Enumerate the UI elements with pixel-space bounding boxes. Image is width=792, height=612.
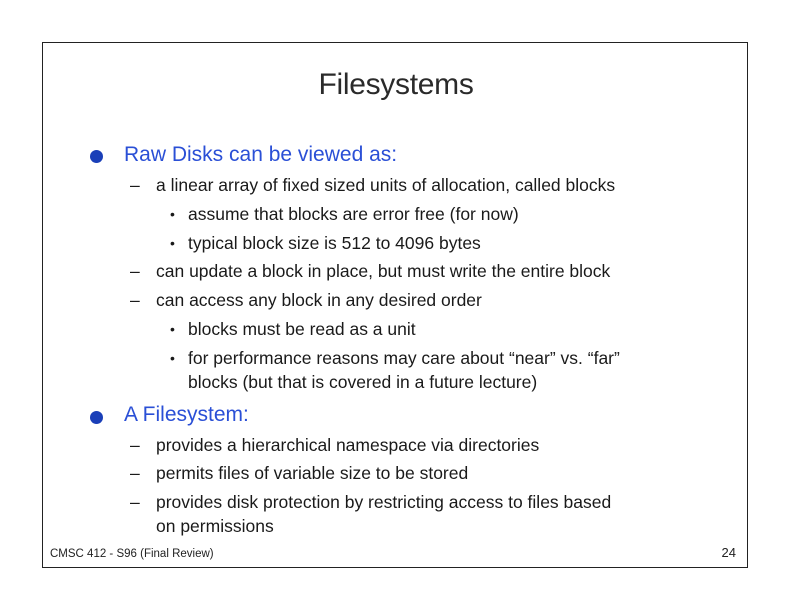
bullet-dot [90,411,103,424]
bullet-raw-disks: Raw Disks can be viewed as: [124,143,398,166]
dot-marker: • [170,321,175,337]
sub-namespace: provides a hierarchical namespace via directories [156,435,540,455]
sub-protection: provides disk protection by restricting access to files based [156,492,612,512]
page-number: 24 [721,545,736,560]
slide-title: Filesystems [318,68,474,101]
subsub-performance-cont: blocks (but that is covered in a future lecture) [188,372,538,392]
subsub-block-size: typical block size is 512 to 4096 bytes [188,233,481,253]
subsub-error-free: assume that blocks are error free (for now) [188,204,519,224]
dash-marker: – [130,175,140,195]
sub-variable-size: permits files of variable size to be stored [156,463,469,483]
dash-marker: – [130,463,140,483]
sub-protection-cont: on permissions [156,516,274,536]
sub-linear-array: a linear array of fixed sized units of allocation, called blocks [156,175,616,195]
dot-marker: • [170,206,175,222]
dot-marker: • [170,235,175,251]
dash-marker: – [130,290,140,310]
slide-footer: CMSC 412 - S96 (Final Review) [50,548,214,560]
dash-marker: – [130,435,140,455]
dash-marker: – [130,492,140,512]
bullet-dot [90,150,103,163]
subsub-performance: for performance reasons may care about “near” vs. “far” [188,348,620,368]
sub-access-block: can access any block in any desired order [156,290,482,310]
dot-marker: • [170,350,175,366]
sub-update-block: can update a block in place, but must write the entire block [156,261,611,281]
dash-marker: – [130,261,140,281]
bullet-filesystem: A Filesystem: [124,403,249,426]
subsub-read-unit: blocks must be read as a unit [188,319,416,339]
